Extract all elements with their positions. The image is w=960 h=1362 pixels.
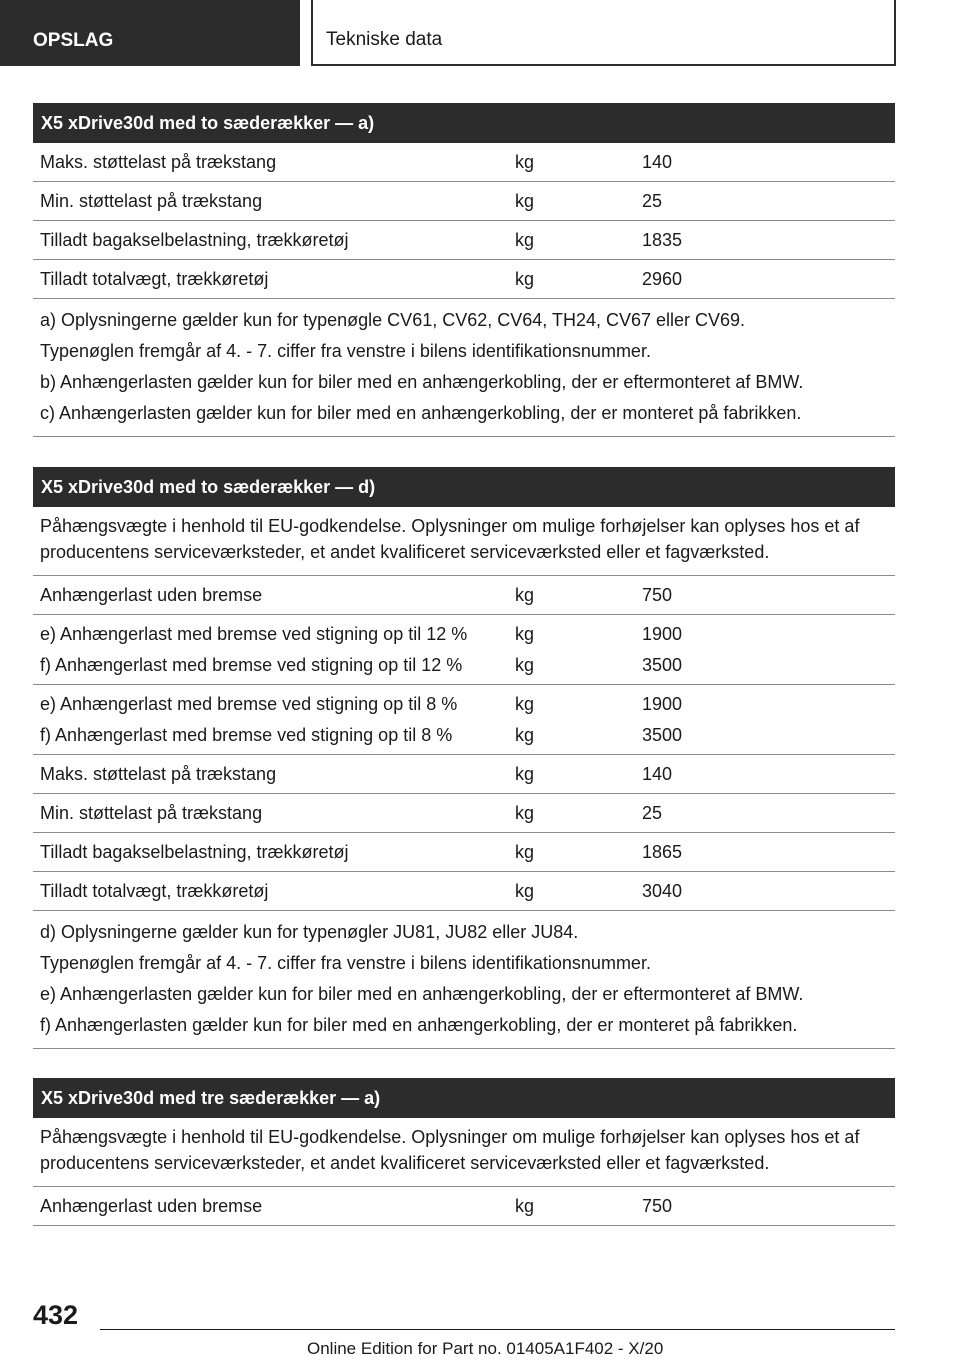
row-unit: kg xyxy=(515,585,535,605)
chapter-title: Tekniske data xyxy=(311,0,896,66)
row-unit: kg xyxy=(515,230,535,250)
row-label: e) Anhængerlast med bremse ved stigning op til 12 % xyxy=(40,624,468,644)
section-label: OPSLAG xyxy=(0,0,300,66)
row-value: 3500 xyxy=(642,725,683,745)
row-value: 1835 xyxy=(642,230,683,250)
row-unit: kg xyxy=(515,624,535,644)
row-unit: kg xyxy=(515,725,535,745)
table-row xyxy=(33,576,895,615)
row-label: Maks. støttelast på trækstang xyxy=(40,764,277,784)
edition-info: Online Edition for Part no. 01405A1F402 - X/20 xyxy=(307,1339,664,1358)
page-header xyxy=(0,0,896,66)
table-row xyxy=(33,182,895,221)
row-unit: kg xyxy=(515,152,535,172)
row-label: Tilladt bagakselbelastning, trækkøretøj xyxy=(40,230,349,250)
row-label: Tilladt bagakselbelastning, trækkøretøj xyxy=(40,842,349,862)
spec-table-two-rows-d xyxy=(33,467,895,1049)
row-label: Anhængerlast uden bremse xyxy=(40,585,263,605)
section-intro: Påhængsvægte i henhold til EU-godkendelse. Oplysninger om mulige forhøjelser kan oplyses hos et af producentens serviceværksteder, et andet kvalificeret serviceværksted eller et fagværksted. xyxy=(33,1118,895,1187)
table-row xyxy=(33,615,895,685)
row-unit: kg xyxy=(515,881,535,901)
footnotes xyxy=(33,911,895,1049)
row-unit: kg xyxy=(515,764,535,784)
row-value: 750 xyxy=(642,1196,673,1216)
row-value: 140 xyxy=(642,152,673,172)
section-title: X5 xDrive30d med to sæderækker — d) xyxy=(33,467,895,507)
row-label: f) Anhængerlast med bremse ved stigning op til 8 % xyxy=(40,725,453,745)
row-value: 1865 xyxy=(642,842,683,862)
section-intro: Påhængsvægte i henhold til EU-godkendelse. Oplysninger om mulige forhøjelser kan oplyses hos et af producentens serviceværksteder, et andet kvalificeret serviceværksted eller et fagværksted. xyxy=(33,507,895,576)
footer-divider xyxy=(100,1329,895,1330)
table-row xyxy=(33,755,895,794)
section-title: X5 xDrive30d med tre sæderækker — a) xyxy=(33,1078,895,1118)
row-value: 25 xyxy=(642,803,663,823)
row-value: 140 xyxy=(642,764,673,784)
row-label: Tilladt totalvægt, trækkøretøj xyxy=(40,881,269,901)
footnote: b) Anhængerlasten gælder kun for biler med en anhængerkobling, der er eftermonteret af BMW. xyxy=(40,372,804,392)
footnotes xyxy=(33,299,895,437)
footnote: e) Anhængerlasten gælder kun for biler med en anhængerkobling, der er eftermonteret af BMW. xyxy=(40,984,804,1004)
row-unit: kg xyxy=(515,269,535,289)
table-row xyxy=(33,685,895,755)
row-value: 1900 xyxy=(642,624,683,644)
row-label: Maks. støttelast på trækstang xyxy=(40,152,277,172)
row-value: 1900 xyxy=(642,694,683,714)
row-label: Anhængerlast uden bremse xyxy=(40,1196,263,1216)
table-row xyxy=(33,221,895,260)
page-number: 432 xyxy=(33,1300,79,1330)
row-label: Tilladt totalvægt, trækkøretøj xyxy=(40,269,269,289)
row-label: f) Anhængerlast med bremse ved stigning op til 12 % xyxy=(40,655,463,675)
footnote: d) Oplysningerne gælder kun for typenøgler JU81, JU82 eller JU84. xyxy=(40,922,579,942)
row-label: e) Anhængerlast med bremse ved stigning op til 8 % xyxy=(40,694,458,714)
row-value: 750 xyxy=(642,585,673,605)
row-label: Min. støttelast på trækstang xyxy=(40,191,263,211)
table-row xyxy=(33,872,895,911)
section-title: X5 xDrive30d med to sæderækker — a) xyxy=(33,103,895,143)
table-row xyxy=(33,833,895,872)
row-value: 3500 xyxy=(642,655,683,675)
row-value: 3040 xyxy=(642,881,683,901)
table-row xyxy=(33,260,895,299)
row-unit: kg xyxy=(515,655,535,675)
table-row xyxy=(33,143,895,182)
row-unit: kg xyxy=(515,191,535,211)
spec-table-two-rows-a xyxy=(33,103,895,437)
footnote: a) Oplysningerne gælder kun for typenøgle CV61, CV62, CV64, TH24, CV67 eller CV69. xyxy=(40,310,746,330)
row-unit: kg xyxy=(515,694,535,714)
row-label: Min. støttelast på trækstang xyxy=(40,803,263,823)
row-unit: kg xyxy=(515,842,535,862)
footnote: Typenøglen fremgår af 4. - 7. ciffer fra venstre i bilens identifikationsnummer. xyxy=(40,953,651,973)
row-value: 2960 xyxy=(642,269,683,289)
spec-table-three-rows-a xyxy=(33,1078,895,1226)
table-row xyxy=(33,794,895,833)
footnote: f) Anhængerlasten gælder kun for biler med en anhængerkobling, der er monteret på fabrikken. xyxy=(40,1015,798,1035)
row-value: 25 xyxy=(642,191,663,211)
row-unit: kg xyxy=(515,803,535,823)
footnote: c) Anhængerlasten gælder kun for biler med en anhængerkobling, der er monteret på fabrikken. xyxy=(40,403,802,423)
row-unit: kg xyxy=(515,1196,535,1216)
footnote: Typenøglen fremgår af 4. - 7. ciffer fra venstre i bilens identifikationsnummer. xyxy=(40,341,651,361)
table-row xyxy=(33,1187,895,1226)
